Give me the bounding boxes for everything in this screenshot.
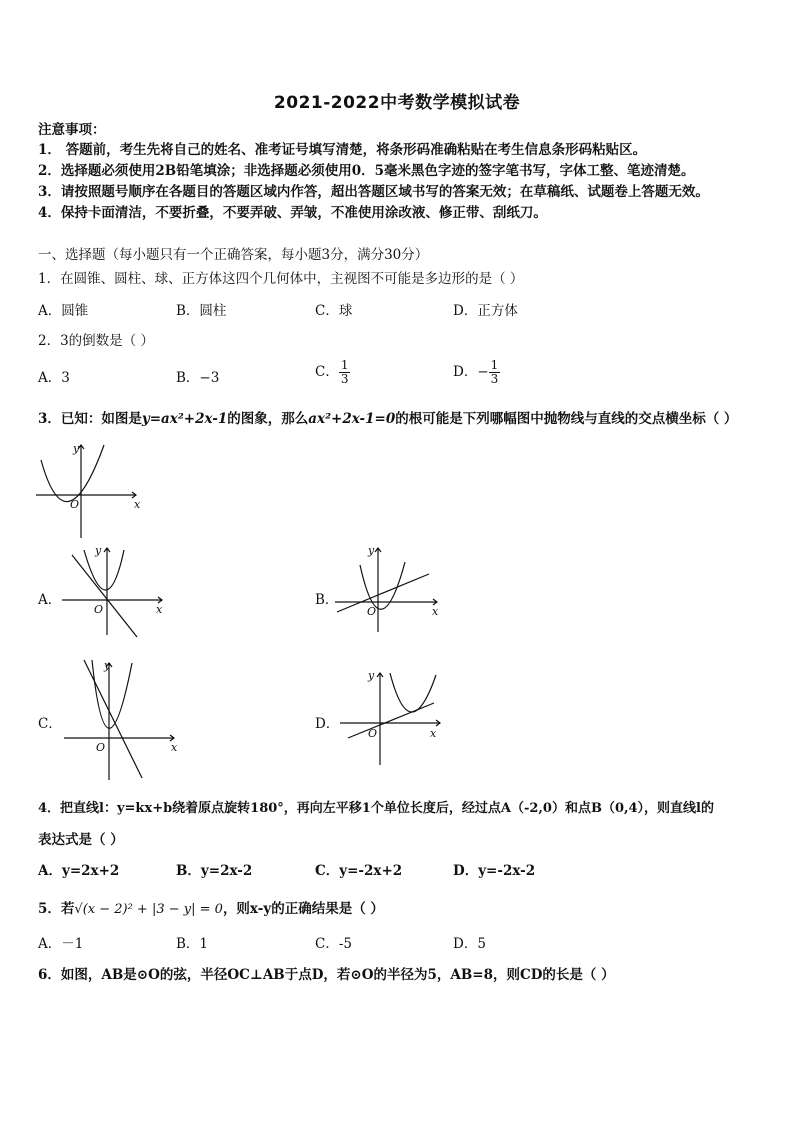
svg-text:O: O [367,605,377,618]
svg-text:x: x [430,727,437,740]
q1-option-a: A．圆锥 [38,303,89,319]
notice-heading: 注意事项： [38,122,106,138]
axis-y-label: y [73,442,80,455]
svg-text:O: O [96,741,106,754]
q3-option-a-graph [62,540,172,640]
svg-text:O: O [368,727,378,740]
q3-option-c-label: C． [38,716,62,732]
notice-item: 2．选择题必须使用2B铅笔填涂；非选择题必须使用0．5毫米黑色字迹的签字笔书写，字体工整、笔迹清楚。 [38,163,695,179]
notice-item: 3．请按照题号顺序在各题目的答题区域内作答，超出答题区域书写的答案无效；在草稿纸、试题卷上答题无效。 [38,184,709,200]
question-1: 1．在圆锥、圆柱、球、正方体这四个几何体中，主视图不可能是多边形的是（ ） [38,271,524,287]
svg-text:x: x [171,741,178,754]
parabola-curve [390,673,436,712]
line-graph [72,555,137,637]
q3-option-a-label: A． [38,592,62,608]
q2-option-c-label: C． [315,364,339,380]
main-parabola-graph [36,440,146,540]
q1-option-d: D．正方体 [453,303,518,319]
q2-option-b: B．−3 [176,370,220,386]
svg-text:y: y [368,669,375,682]
q2-option-c [315,359,350,386]
question-4-line1: 4．把直线l：y=kx+b绕着原点旋转180°，再向左平移1个单位长度后，经过点A（-2,0）和点B（0,4），则直线l的 [38,801,714,816]
svg-text:O: O [94,603,104,616]
q5-option-d: D．5 [453,936,486,952]
q5-option-c: C．-5 [315,936,352,952]
question-2: 2．3的倒数是（ ） [38,333,154,349]
svg-text:y: y [368,544,375,557]
q1-option-c: C．球 [315,303,353,319]
q4-option-b: B．y=2x-2 [176,863,253,879]
line-graph [84,660,142,778]
page-title: 2021-2022中考数学模拟试卷 [273,93,521,113]
question-3: 3．已知：如图是y=ax²+2x-1的图象，那么ax²+2x-1=0的根可能是下列哪幅图中抛物线与直线的交点横坐标（ ） [38,411,738,427]
q4-option-d: D．y=-2x-2 [453,863,536,879]
svg-text:y: y [104,659,111,672]
q4-option-a: A．y=2x+2 [38,863,120,879]
q3-option-d-label: D． [315,716,340,732]
section-heading: 一、选择题（每小题只有一个正确答案，每小题3分，满分30分） [38,247,429,263]
radical-expression: √(x − 2)² + |3 − y| = 0 [74,902,223,917]
q3-option-b-graph [335,540,445,640]
q3-option-b-label: B． [315,592,339,608]
origin-label: O [70,498,80,511]
fraction: $\frac{1}{3}$ [340,358,349,386]
q2-option-d-label: D．− [453,364,489,380]
parabola-curve [84,550,124,590]
notice-item: 1． 答题前，考生先将自己的姓名、准考证号填写清楚，将条形码准确粘贴在考生信息条形码粘贴区。 [38,142,647,158]
svg-text:x: x [432,605,439,618]
line-graph [337,574,429,612]
notice-item: 4．保持卡面清洁，不要折叠，不要弄破、弄皱，不准使用涂改液、修正带、刮纸刀。 [38,205,547,221]
q2-option-a: A．3 [38,370,70,386]
q5-option-b: B．1 [176,936,209,952]
q4-option-c: C．y=-2x+2 [315,863,403,879]
question-5: 5．若√(x − 2)² + |3 − y| = 0，则x-y的正确结果是（ ） [38,901,384,917]
line-graph [348,703,434,738]
q3-option-d-graph [340,665,450,775]
fraction: $\frac{1}{3}$ [490,358,499,386]
q2-option-d [453,359,500,386]
axis-x-label: x [134,498,141,511]
question-4-line2: 表达式是（ ） [38,832,124,848]
svg-text:y: y [95,544,102,557]
q5-option-a: A．－1 [38,936,84,952]
q1-option-b: B．圆柱 [176,303,227,319]
question-6: 6．如图，AB是⊙O的弦，半径OC⊥AB于点D，若⊙O的半径为5，AB=8，则CD的长是（ ） [38,967,615,983]
svg-text:x: x [156,603,163,616]
q3-option-c-graph [64,655,184,785]
